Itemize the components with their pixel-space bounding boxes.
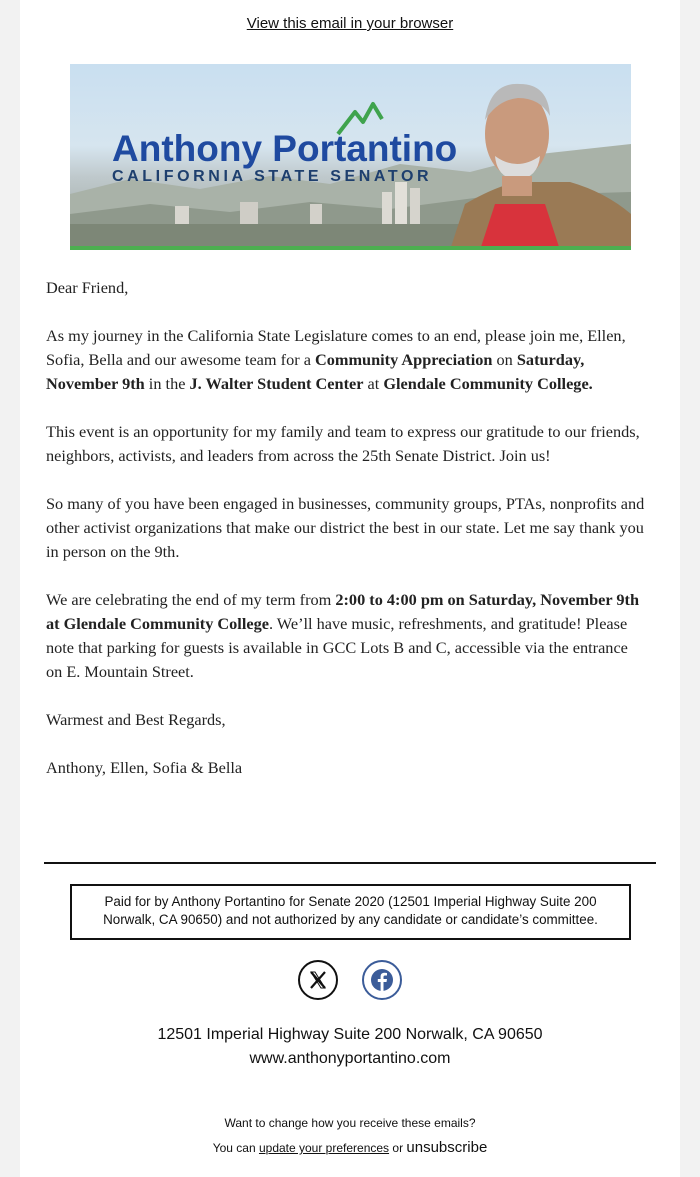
- bold-text: Glendale Community College.: [383, 374, 593, 393]
- preferences-text: or: [389, 1141, 407, 1155]
- greeting: Dear Friend,: [46, 278, 129, 297]
- signature: Anthony, Ellen, Sofia & Bella: [46, 758, 243, 777]
- preferences-text: You can: [212, 1141, 259, 1155]
- facebook-icon: [364, 962, 400, 998]
- closing: Warmest and Best Regards,: [46, 710, 226, 729]
- website-link[interactable]: www.anthonyportantino.com: [249, 1050, 451, 1067]
- paragraph-community: So many of you have been engaged in businesses, community groups, PTAs, nonprofits and other activist organizations that make our district the best in our state. Let me say thank you in person on the 9th.: [46, 494, 645, 561]
- mailing-address: 12501 Imperial Highway Suite 200 Norwalk, CA 90650: [157, 1026, 543, 1043]
- paragraph-event-details: [46, 588, 646, 684]
- text: . We’ll have music, refreshments, and gratitude! Please note that parking for guests is available in GCC Lots B and C, accessible via the entrance on E. Mountain Street.: [46, 614, 628, 681]
- bold-text: Community Appreciation: [315, 350, 493, 369]
- banner-title-text: CALIFORNIA STATE SENATOR: [112, 168, 433, 185]
- banner-name-text: Anthony Portantino: [112, 128, 458, 169]
- text: As my journey in the California State Legislature comes to an end, please join me, Ellen, Sofia, Bella and our awesome team for a: [46, 326, 626, 369]
- x-social-button[interactable]: [298, 960, 338, 1000]
- header-banner: [70, 64, 631, 250]
- footer-address-block: [20, 1023, 680, 1071]
- email-container: [20, 0, 680, 1177]
- x-logo-icon: [300, 962, 336, 998]
- paragraph-gratitude: This event is an opportunity for my family and team to express our gratitude to our friends, neighbors, activists, and leaders from across the 25th Senate District. Join us!: [46, 422, 640, 465]
- text: in the: [144, 374, 190, 393]
- paragraph-invitation: [46, 324, 646, 396]
- bold-text: Saturday, November 9th: [46, 350, 585, 393]
- update-preferences-link[interactable]: update your preferences: [258, 1141, 390, 1155]
- unsubscribe-link[interactable]: unsubscribe: [406, 1139, 488, 1156]
- bold-text: J. Walter Student Center: [189, 374, 364, 393]
- text: at: [363, 374, 384, 393]
- view-in-browser-link[interactable]: View this email in your browser: [246, 15, 454, 32]
- preferences-question: Want to change how you receive these emails?: [224, 1116, 476, 1130]
- bold-text: 2:00 to 4:00 pm on Saturday, November 9th at Glendale Community College: [46, 590, 639, 633]
- facebook-social-button[interactable]: [362, 960, 402, 1000]
- preferences-line: [20, 1139, 680, 1156]
- paid-for-disclaimer: Paid for by Anthony Portantino for Senate 2020 (12501 Imperial Highway Suite 200 Norwalk, CA 90650) and not authorized by any candidate or candidate’s committee.: [70, 884, 631, 940]
- text: We are celebrating the end of my term from: [46, 590, 336, 609]
- divider: [44, 862, 656, 864]
- email-body: [46, 276, 646, 804]
- text: on: [492, 350, 517, 369]
